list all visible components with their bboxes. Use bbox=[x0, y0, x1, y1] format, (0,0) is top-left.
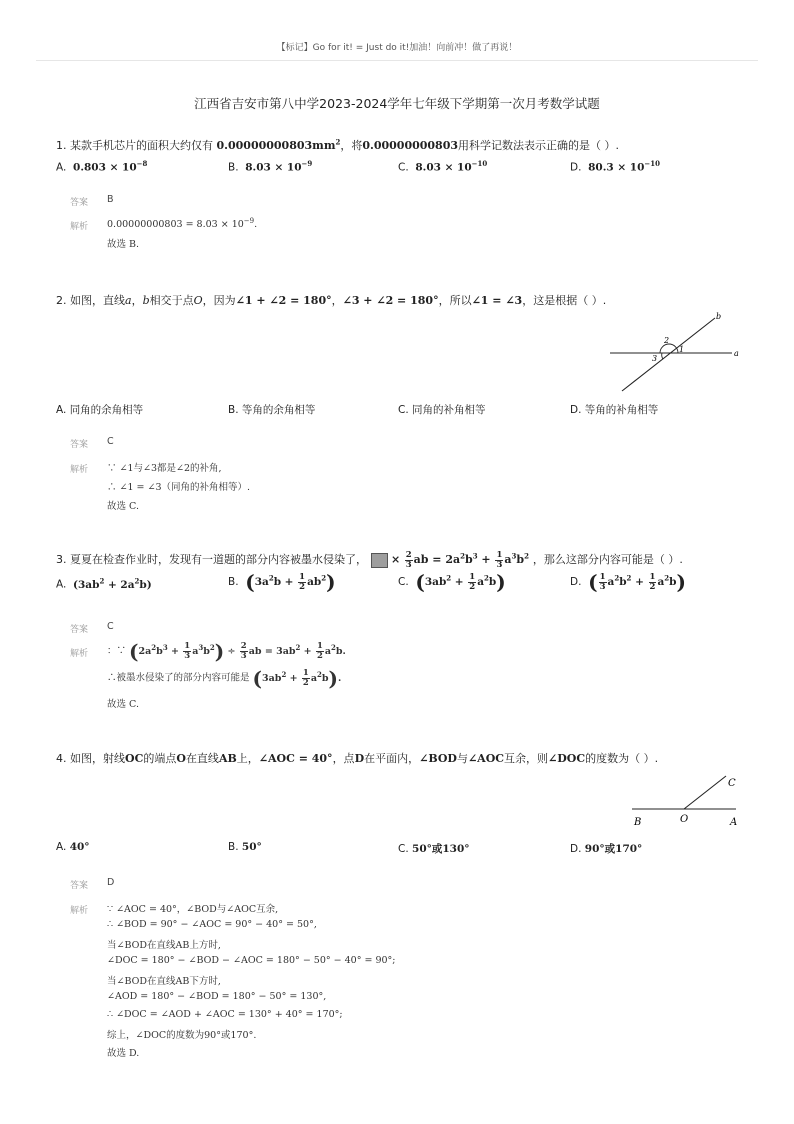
question-4-explanation-line-7: ∴ ∠DOC = ∠AOD + ∠AOC = 130° + 40° = 170°; bbox=[107, 1009, 343, 1020]
question-4-explanation-line-6: ∠AOD = 180° − ∠BOD = 180° − 50° = 130°, bbox=[107, 991, 327, 1002]
question-4-stem: 4. 如图，射线OC的端点O在直线AB上，∠AOC = 40°，点D在平面内，∠BOD与∠AOC互余，则∠DOC的度数为（ ）. bbox=[56, 752, 659, 765]
header-divider bbox=[36, 60, 758, 61]
question-2-option-c[interactable]: C. 同角的补角相等 bbox=[398, 404, 486, 416]
question-4-explanation-line-2: ∴ ∠BOD = 90° − ∠AOC = 90° − 40° = 50°, bbox=[107, 919, 317, 930]
question-1-answer: B bbox=[107, 194, 114, 205]
angle-3-label: 3 bbox=[652, 354, 658, 363]
question-3-option-a[interactable]: A. $(3ab^2 + 2a^2b)$ bbox=[56, 576, 152, 591]
question-3-option-b[interactable]: B. ($3a^2b$ + $\frac{1}{2}$ $ab^2$) bbox=[228, 570, 336, 594]
question-4-option-c[interactable]: C. 50°或130° bbox=[398, 843, 470, 855]
question-1-explanation-line-2: 故选 B. bbox=[107, 239, 140, 250]
question-3-equation: $\frac{2}{3}$ ab = $2a^2b^3$ + $\frac{1}{3}$ $a^3b^2$ bbox=[405, 550, 529, 570]
explanation-label: 解析 bbox=[70, 649, 89, 659]
question-2-explanation-line-1: ∵ ∠1与∠3都是∠2的补角, bbox=[107, 463, 222, 474]
ray-oc bbox=[684, 776, 726, 809]
answer-label: 答案 bbox=[70, 625, 89, 635]
question-4-answer: D bbox=[107, 877, 115, 888]
question-4-explanation-line-9: 故选 D. bbox=[107, 1048, 140, 1059]
option-a-expression: $(3ab^2 + 2a^2b)$ bbox=[73, 576, 152, 591]
question-2-option-d[interactable]: D. 等角的补角相等 bbox=[570, 404, 659, 416]
option-c-expression: ($3ab^2$ + $\frac{1}{2}$ $a^2b$) bbox=[415, 570, 506, 594]
question-1-option-c[interactable]: C. $8.03 \times 10^{-10}$ bbox=[398, 159, 488, 174]
explanation-label: 解析 bbox=[70, 465, 89, 475]
question-1-explanation-line-1: $0.00000000803 = 8.03 \times 10^{-9}$. bbox=[107, 217, 258, 231]
angle-1-label: 1 bbox=[679, 345, 685, 354]
question-2-explanation-line-3: 故选 C. bbox=[107, 501, 139, 512]
question-4-option-a[interactable]: A. 40° bbox=[56, 841, 90, 853]
angle-2-label: 2 bbox=[664, 336, 670, 345]
explanation-label: 解析 bbox=[70, 906, 89, 916]
question-3-explanation-line-1: ：∵ ($2a^2b^3$ + $\frac{1}{3}$ $a^3b^2$) ÷ $\frac{2}{3}$ ab = $3ab^2$ + $\frac{1}{2}$ $a^2b$. bbox=[107, 639, 346, 663]
point-b-label: B bbox=[634, 817, 642, 828]
explanation-label: 解析 bbox=[70, 222, 89, 232]
question-3-option-d[interactable]: D. ( $\frac{1}{3}$ $a^2b^2$ + $\frac{1}{2}$ $a^2b$) bbox=[570, 570, 686, 594]
question-1-option-b[interactable]: B. $8.03 \times 10^{-9}$ bbox=[228, 159, 313, 174]
explanation-equation: ($2a^2b^3$ + $\frac{1}{3}$ $a^3b^2$) ÷ $\frac{2}{3}$ ab = $3ab^2$ + $\frac{1}{2}$ $a^2b$. bbox=[129, 639, 346, 663]
line-b bbox=[622, 318, 715, 391]
option-d-expression: ( $\frac{1}{3}$ $a^2b^2$ + $\frac{1}{2}$ $a^2b$) bbox=[588, 570, 686, 594]
answer-label: 答案 bbox=[70, 440, 89, 450]
question-4-explanation-line-4: ∠DOC = 180° − ∠BOD − ∠AOC = 180° − 50° − 40° = 90°; bbox=[107, 955, 396, 966]
question-4-explanation-line-3: 当∠BOD在直线AB上方时, bbox=[107, 940, 221, 951]
answer-label: 答案 bbox=[70, 881, 89, 891]
page-header-banner: 【标记】Go for it! = Just do it!加油！向前冲！做了再说！ bbox=[276, 43, 518, 53]
explanation-result: ($3ab^2$ + $\frac{1}{2}$ $a^2b$). bbox=[252, 666, 342, 690]
question-4-explanation-line-8: 综上，∠DOC的度数为90°或170°. bbox=[107, 1030, 257, 1041]
option-b-expression: ($3a^2b$ + $\frac{1}{2}$ $ab^2$) bbox=[245, 570, 336, 594]
question-1-stem: 1. 某款手机芯片的面积大约仅有 $0.00000000803mm^2$，将0.00000000803用科学记数法表示正确的是（ ）. bbox=[56, 137, 620, 152]
question-2-option-a[interactable]: A. 同角的余角相等 bbox=[56, 404, 144, 416]
question-3-explanation-line-2: ∴被墨水侵染了的部分内容可能是 ($3ab^2$ + $\frac{1}{2}$ $a^2b$). bbox=[107, 666, 342, 690]
question-3-answer: C bbox=[107, 621, 114, 632]
question-1-option-a[interactable]: A. $0.803 \times 10^{-8}$ bbox=[56, 159, 148, 174]
question-2-stem: 2. 如图，直线a，b相交于点O，因为∠1 + ∠2 = 180°，∠3 + ∠2 = 180°，所以∠1 = ∠3，这是根据（ ）. bbox=[56, 294, 607, 307]
question-4-explanation-line-1: ∵ ∠AOC = 40°，∠BOD与∠AOC互余, bbox=[107, 904, 279, 915]
question-3-explanation-line-3: 故选 C. bbox=[107, 699, 139, 710]
question-2-option-b[interactable]: B. 等角的余角相等 bbox=[228, 404, 316, 416]
question-2-figure bbox=[600, 308, 750, 394]
angle-3-arc bbox=[662, 353, 663, 359]
line-b-label: b bbox=[716, 312, 722, 321]
question-3-option-c[interactable]: C. ($3ab^2$ + $\frac{1}{2}$ $a^2b$) bbox=[398, 570, 506, 594]
ink-stain bbox=[371, 553, 388, 568]
point-c-label: C bbox=[728, 778, 736, 789]
exam-title: 江西省吉安市第八中学2023-2024学年七年级下学期第一次月考数学试题 bbox=[194, 96, 600, 111]
question-2-explanation-line-2: ∴ ∠1 = ∠3（同角的补角相等）. bbox=[107, 482, 251, 493]
question-4-option-d[interactable]: D. 90°或170° bbox=[570, 843, 643, 855]
question-4-option-b[interactable]: B. 50° bbox=[228, 841, 262, 853]
line-a-label: a bbox=[734, 349, 739, 358]
answer-label: 答案 bbox=[70, 198, 89, 208]
question-1-option-d[interactable]: D. $80.3 \times 10^{-10}$ bbox=[570, 159, 661, 174]
question-4-explanation-line-5: 当∠BOD在直线AB下方时, bbox=[107, 976, 221, 987]
point-o-label: O bbox=[680, 814, 689, 825]
question-3-stem: 3. 夏夏在检查作业时，发现有一道题的部分内容被墨水侵染了， × $\frac{2}{3}$ ab = $2a^2b^3$ + $\frac{1}{3}$ $a^3b^2$ ，那么这部分内容可能是（ ）. bbox=[56, 550, 683, 570]
question-4-figure bbox=[626, 772, 748, 830]
question-2-answer: C bbox=[107, 436, 114, 447]
point-a-label: A bbox=[730, 817, 738, 828]
